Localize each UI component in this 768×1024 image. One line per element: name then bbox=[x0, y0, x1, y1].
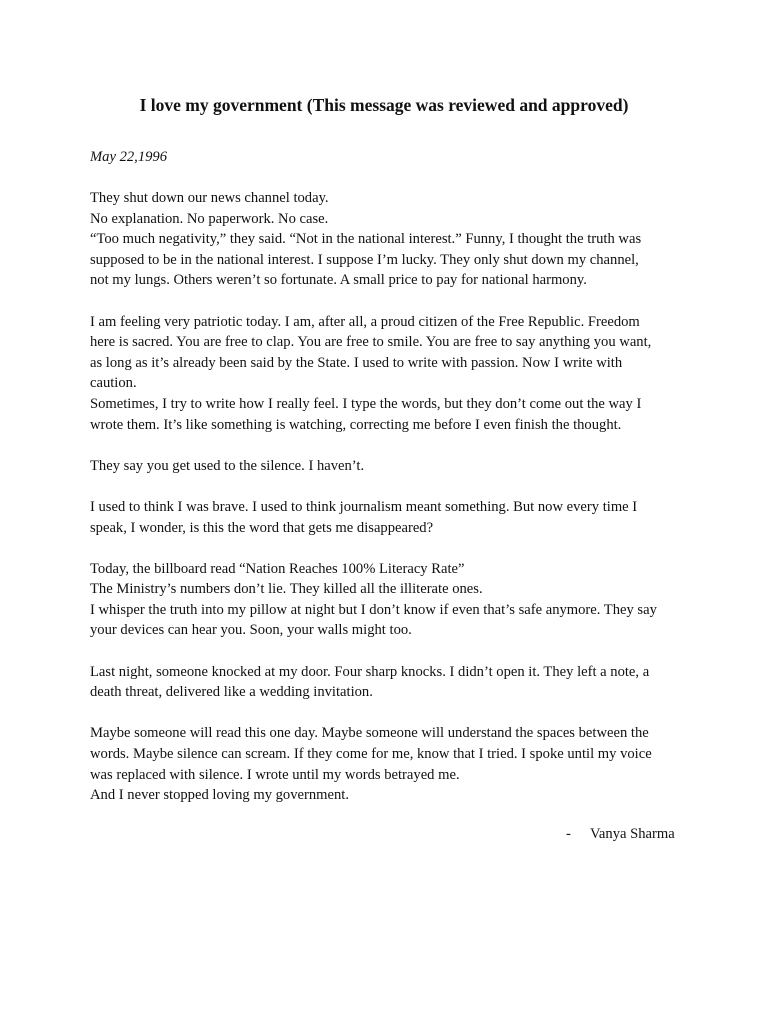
paragraph-4 bbox=[90, 497, 680, 538]
text-line: not my lungs. Others weren’t so fortunate. A small price to pay for national harmony. bbox=[90, 272, 587, 289]
text-line: I used to think I was brave. I used to think journalism meant something. But now every time I bbox=[90, 498, 638, 515]
text-line: here is sacred. You are free to clap. You are free to smile. You are free to say anything you want, bbox=[90, 334, 652, 351]
text-line: wrote them. It’s like something is watching, correcting me before I even finish the thought. bbox=[90, 416, 622, 433]
text-line: death threat, delivered like a wedding invitation. bbox=[90, 684, 373, 701]
paragraph-6 bbox=[90, 662, 680, 703]
signature-dash: - bbox=[566, 826, 571, 842]
text-line: And I never stopped loving my government. bbox=[90, 787, 349, 804]
document-body bbox=[90, 188, 680, 826]
text-line: “Too much negativity,” they said. “Not in the national interest.” Funny, I thought the truth was bbox=[90, 231, 642, 248]
paragraph-7 bbox=[90, 723, 680, 805]
text-line: The Ministry’s numbers don’t lie. They killed all the illiterate ones. bbox=[90, 581, 483, 598]
text-line: No explanation. No paperwork. No case. bbox=[90, 210, 329, 227]
signature bbox=[566, 824, 675, 844]
text-line: was replaced with silence. I wrote until my words betrayed me. bbox=[90, 766, 460, 783]
text-line: words. Maybe silence can scream. If they come for me, know that I tried. I spoke until my voice bbox=[90, 746, 652, 763]
text-line: I whisper the truth into my pillow at night but I don’t know if even that’s safe anymore. They say bbox=[90, 601, 657, 618]
paragraph-5 bbox=[90, 559, 680, 641]
text-line: supposed to be in the national interest. I suppose I’m lucky. They only shut down my channel, bbox=[90, 251, 639, 268]
text-line: as long as it’s already been said by the State. I used to write with passion. Now I write with bbox=[90, 354, 623, 371]
text-line: your devices can hear you. Soon, your walls might too. bbox=[90, 622, 412, 639]
text-line: Maybe someone will read this one day. Maybe someone will understand the spaces between the bbox=[90, 725, 649, 742]
text-line: They shut down our news channel today. bbox=[90, 190, 329, 206]
text-line: Sometimes, I try to write how I really feel. I type the words, but they don’t come out the way I bbox=[90, 395, 642, 412]
text-line: caution. bbox=[90, 375, 137, 392]
text-line: speak, I wonder, is this the word that gets me disappeared? bbox=[90, 519, 434, 536]
text-line: I am feeling very patriotic today. I am, after all, a proud citizen of the Free Republic. Freedom bbox=[90, 313, 640, 330]
text-line: Today, the billboard read “Nation Reaches 100% Literacy Rate” bbox=[90, 560, 465, 577]
document-date: May 22,1996 bbox=[90, 149, 168, 165]
text-line: They say you get used to the silence. I haven’t. bbox=[90, 457, 365, 474]
paragraph-3 bbox=[90, 456, 680, 477]
document-title: I love my government (This message was reviewed and approved) bbox=[139, 95, 629, 115]
paragraph-1 bbox=[90, 188, 680, 291]
paragraph-2 bbox=[90, 312, 680, 436]
signature-name: Vanya Sharma bbox=[590, 826, 675, 842]
text-line: Last night, someone knocked at my door. Four sharp knocks. I didn’t open it. They left a note, a bbox=[90, 663, 650, 680]
